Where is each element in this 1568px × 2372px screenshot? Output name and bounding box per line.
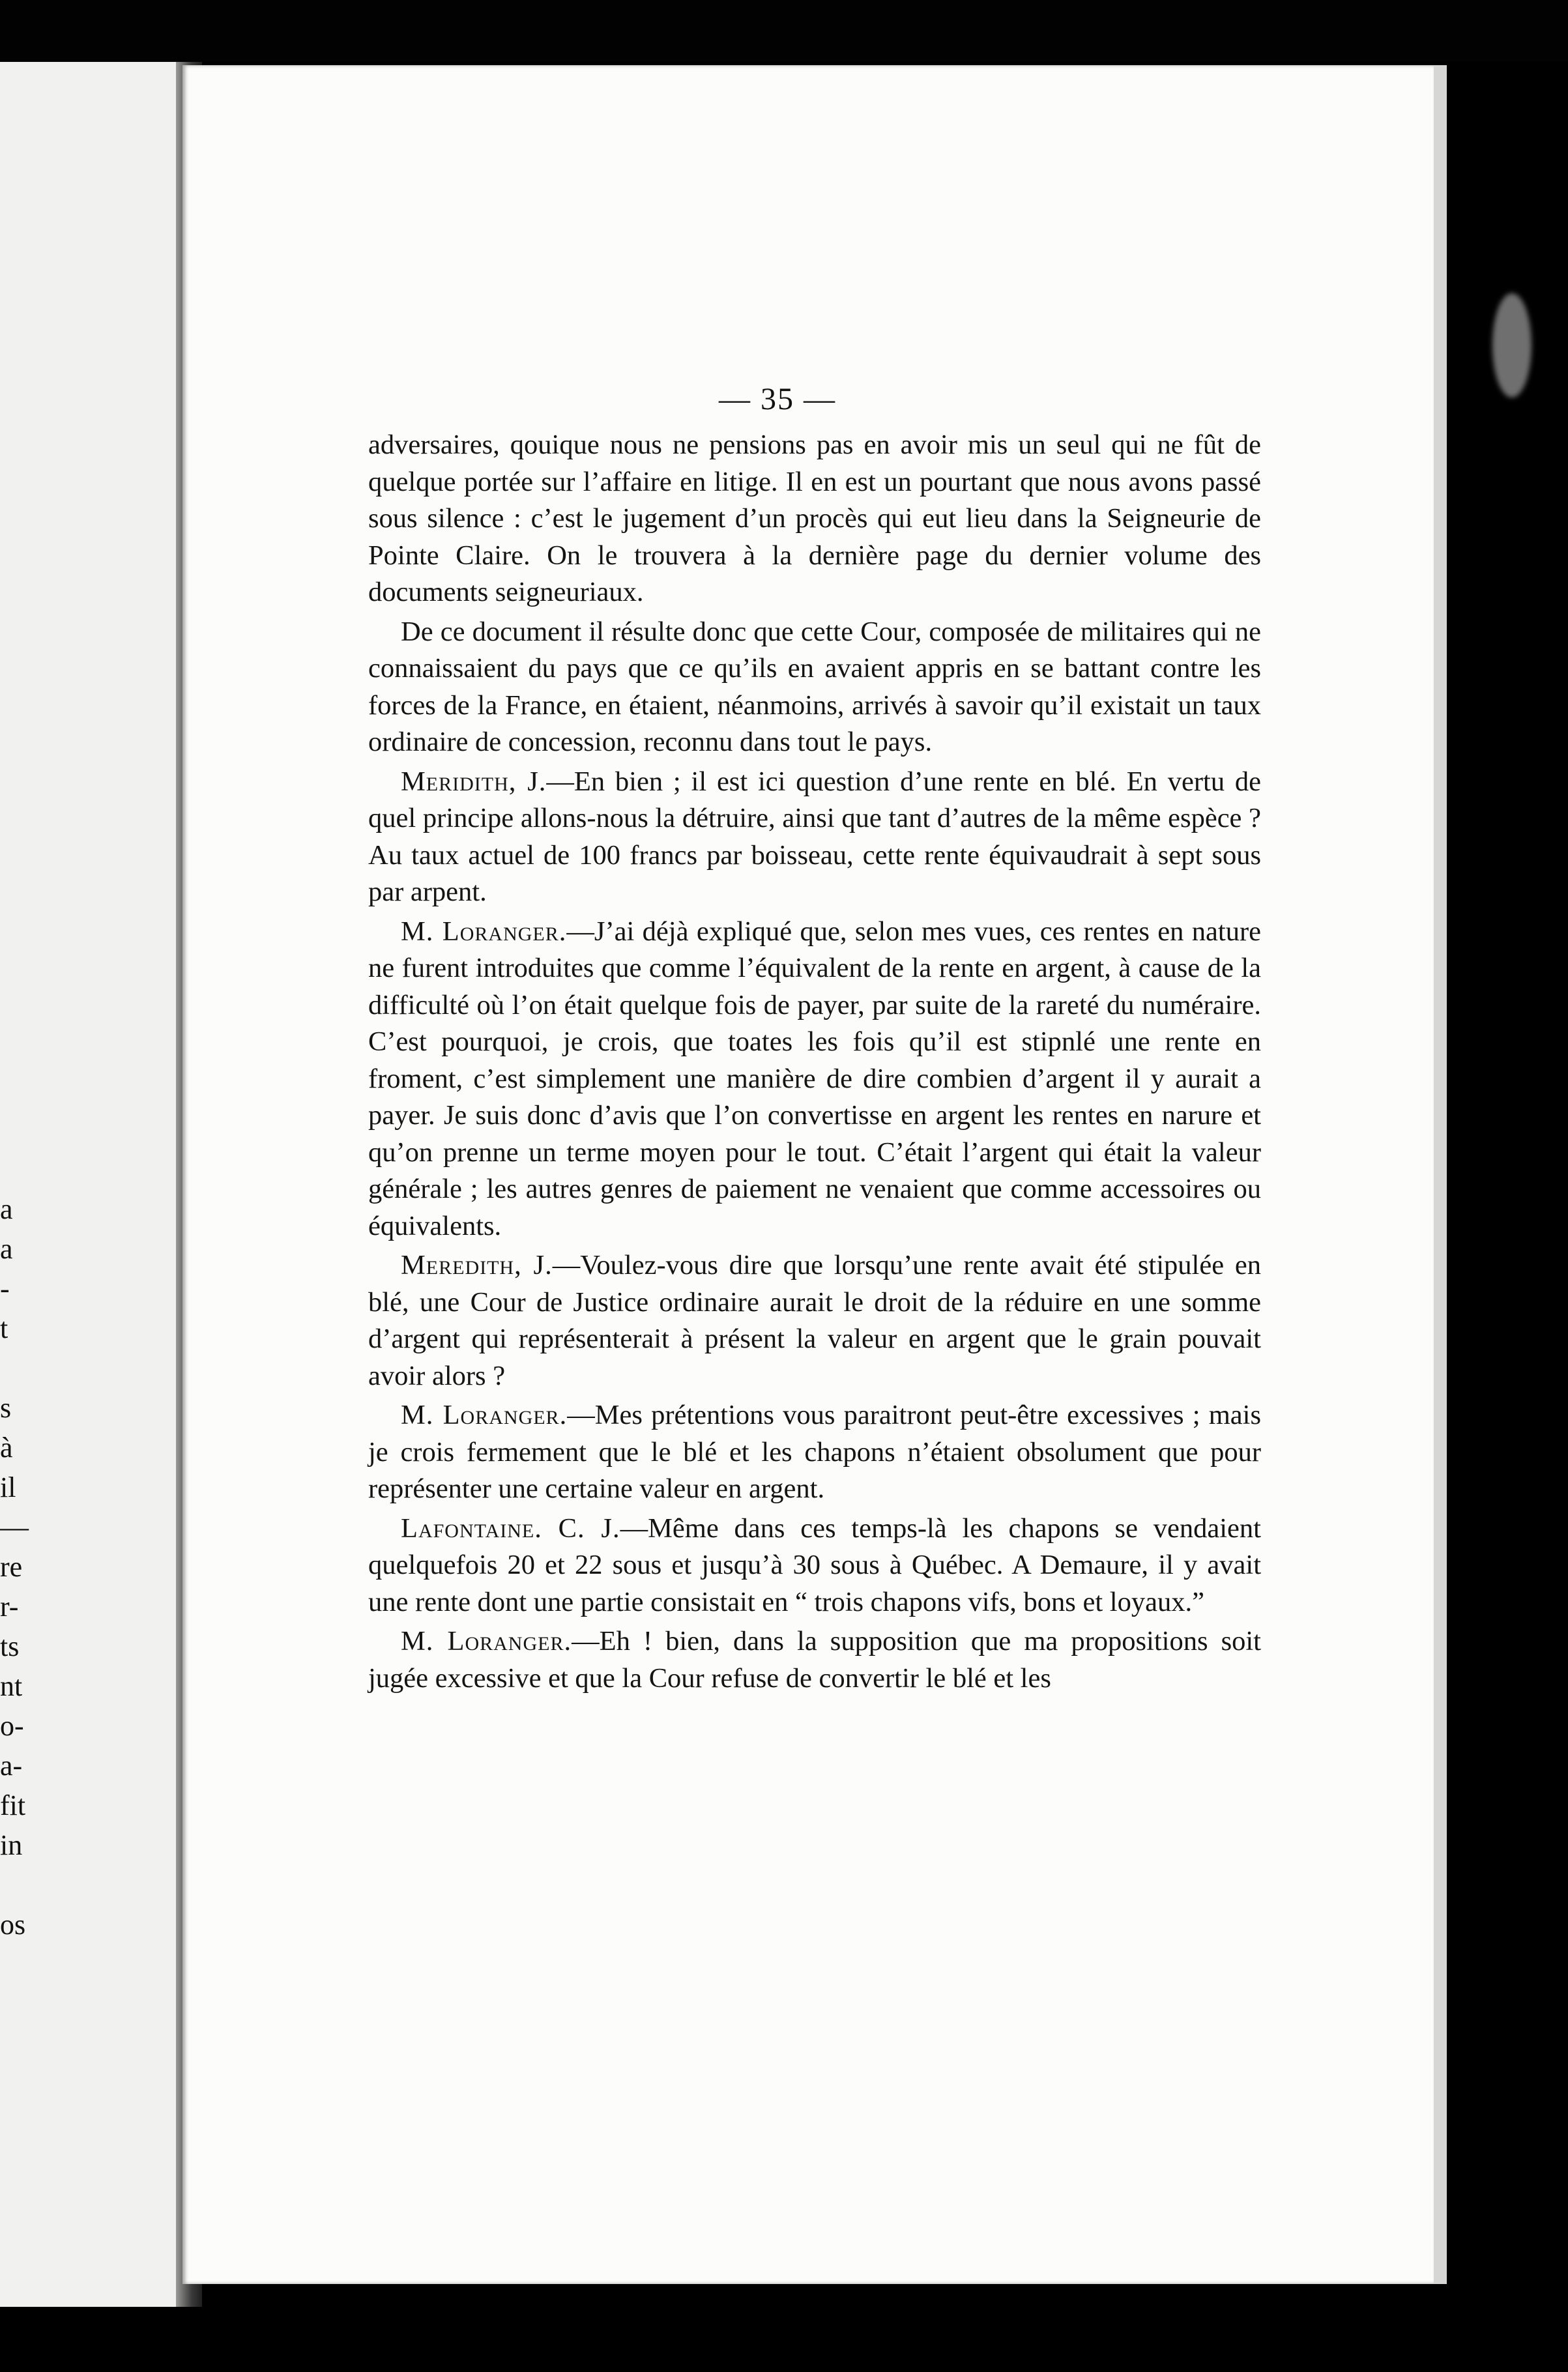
facing-page-fragment: a — [0, 1233, 13, 1265]
paragraph — [368, 1247, 1261, 1395]
speaker-name: Meridith, J. — [401, 766, 547, 797]
speaker-name: M. Loranger. — [401, 1400, 568, 1430]
facing-page-fragment: os — [0, 1909, 26, 1941]
speaker-name: M. Loranger. — [401, 1626, 572, 1656]
facing-page-fragment: il — [0, 1471, 16, 1503]
paragraph — [368, 614, 1261, 761]
page-number — [0, 381, 1568, 417]
facing-page-fragment: r- — [0, 1591, 19, 1623]
paragraph — [368, 1511, 1261, 1621]
paragraph-text: adversaires, qouique nous ne pensions pas en avoir mis un seul qui ne fût de quelque portée sur l’affaire en litige. Il en est un pourtant que nous avons passé sous silence : c’est le jugement d’un procès qui eut lieu dans la Seigneurie de Pointe Claire. On le trouvera à la dernière page du dernier volume des documents seigneuriaux. — [368, 429, 1261, 607]
paragraph — [368, 914, 1261, 1245]
facing-page-fragment — [0, 1348, 39, 1388]
facing-page-fragment: à — [0, 1432, 13, 1464]
body-text — [368, 427, 1261, 1699]
facing-page-fragment: in — [0, 1829, 23, 1861]
scan-border-top — [0, 0, 1568, 62]
paragraph-text: —En bien ; il est ici question d’une rente en blé. En vertu de quel principe allons-nous la détruire, ainsi que tant d’autres de la même espèce ? Au taux actuel de 100 francs par boisseau, cette rente équivaudrait à sept sous par arpent. — [368, 766, 1261, 907]
paragraph — [368, 764, 1261, 911]
paragraph-text: —Eh ! bien, dans la supposition que ma propositions soit jugée excessive et que la Cour refuse de convertir le blé et les — [368, 1626, 1261, 1694]
paragraph-text: —Même dans ces temps-là les chapons se vendaient quelquefois 20 et 22 sous et jusqu’à 30 sous à Québec. A Demaure, il y avait une rente dont une partie consistait en “ trois chapons vifs, bons et loyaux.” — [368, 1512, 1261, 1617]
facing-page-fragment: re — [0, 1551, 23, 1583]
page-number-text: — 35 — — [719, 382, 836, 416]
facing-page-fragment: o- — [0, 1710, 24, 1742]
facing-page-fragment: fit — [0, 1789, 26, 1821]
speaker-name: Meredith, J. — [401, 1250, 553, 1280]
facing-page-text-fragments — [0, 1189, 39, 1945]
facing-page-fragment — [0, 1865, 39, 1905]
paragraph-text: —J’ai déjà expliqué que, selon mes vues, ces rentes en nature ne furent introduites que comme l’équivalent de la rente en argent, à cause de la difficulté où l’on était quelque fois de payer, par suite de la rareté du numéraire. C’est pourquoi, je crois, que toates les fois qu’il est stipnlé une rente en froment, c’est simplement une manière de dire combien d’argent il y aurait a payer. Je suis donc d’avis que l’on convertisse en argent les rentes en narure et qu’on prenne un terme moyen pour le tout. C’était l’argent qui était la valeur générale ; les autres genres de paiement ne venaient que comme accessoires ou équivalents. — [368, 916, 1261, 1241]
facing-page-fragment: a- — [0, 1750, 23, 1782]
facing-page-fragment: nt — [0, 1670, 23, 1702]
paragraph — [368, 1397, 1261, 1508]
paragraph-text: —Mes prétentions vous paraitront peut-être excessives ; mais je crois fermement que le blé et les chapons n’étaient obsolument que pour représenter une certaine valeur en argent. — [368, 1400, 1262, 1504]
speaker-name: Lafontaine. C. J. — [401, 1512, 620, 1544]
paragraph-text: —Voulez-vous dire que lorsqu’une rente avait été stipulée en blé, une Cour de Justice ordinaire aurait le droit de la réduire en une somme d’argent qui représenterait à présent la valeur en argent que le grain pouvait avoir alors ? — [368, 1250, 1261, 1391]
facing-page-fragment: a — [0, 1193, 13, 1225]
facing-page-fragment: s — [0, 1392, 12, 1424]
facing-page-fragment: — — [0, 1511, 29, 1543]
facing-page-fragment: - — [0, 1273, 10, 1305]
paragraph — [368, 1623, 1261, 1697]
facing-page-fragment: t — [0, 1312, 8, 1344]
paragraph — [368, 427, 1261, 611]
paragraph-text: De ce document il résulte donc que cette Cour, composée de militaires qui ne connaissaient du pays que ce qu’ils en avaient appris en se battant contre les forces de la France, en étaient, néanmoins, arrivés à savoir qu’il existait un taux ordinaire de concession, reconnu dans tout le pays. — [368, 616, 1261, 757]
facing-page-fragment: ts — [0, 1630, 20, 1662]
speaker-name: M. Loranger. — [401, 916, 567, 947]
